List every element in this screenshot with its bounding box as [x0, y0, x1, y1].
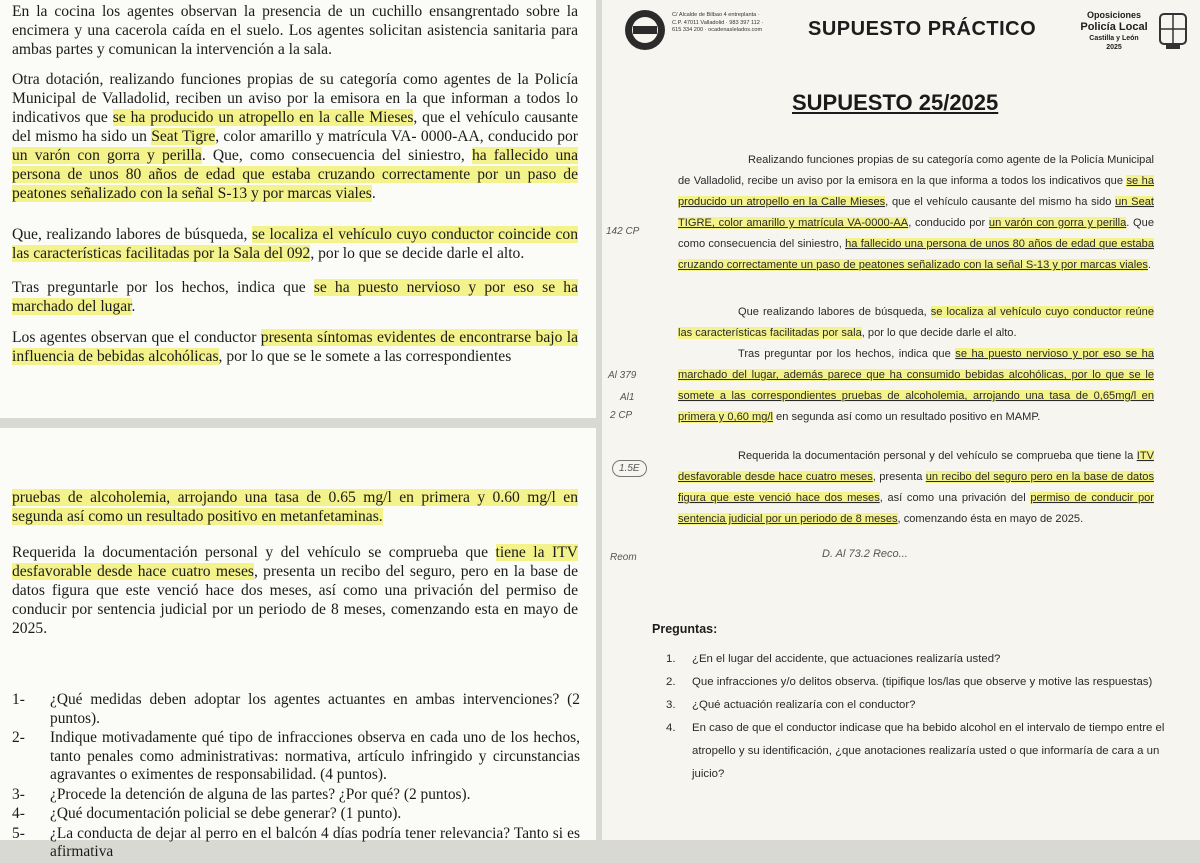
right-questions-list — [666, 648, 1166, 786]
right-page — [602, 0, 1200, 840]
question-text: ¿Qué documentación policial se debe generar? (1 punto). — [50, 805, 402, 822]
left-question-2 — [12, 729, 580, 785]
question-number: 4. — [666, 722, 676, 734]
coat-of-arms-icon — [1158, 12, 1188, 52]
logo-line: Policía Local — [1080, 21, 1148, 33]
question-text: Que infracciones y/o delitos observa. (tipifique los/las que observe y motive las respuestas) — [692, 676, 1153, 688]
right-question-4 — [666, 717, 1166, 786]
right-paragraph-preguntar: Tras preguntar por los hechos, indica que se ha puesto nervioso y por eso se ha marchado del lugar, además parece que ha consumido bebidas alcohólicas, por lo que se le somete a las correspondientes pruebas de alcoholemia, arrojando una tasa de 0,65mg/l en primera y 0,60 mg/l en segunda así como un resultado positivo en MAMP. — [678, 348, 1154, 423]
question-number: 2- — [12, 729, 25, 746]
right-question-1 — [666, 648, 1166, 671]
left-question-3 — [12, 786, 580, 805]
question-text: ¿Qué medidas deben adoptar los agentes actuantes en ambas intervenciones? (2 puntos). — [50, 691, 580, 727]
handwritten-note: Al 379 — [608, 370, 637, 381]
question-number: 1- — [12, 691, 25, 708]
question-text: ¿La conducta de dejar al perro en el balcón 4 días podría tener relevancia? Tanto si es afirmativa — [50, 824, 580, 860]
question-text: En caso de que el conductor indicase que ha bebido alcohol en el intervalo de tiempo entre el atropello y su identificación, ¿que anotaciones realizaría usted o que informaría de cara a un juicio? — [692, 722, 1165, 780]
left-question-1 — [12, 691, 580, 728]
question-number: 3- — [12, 785, 25, 803]
question-number: 1. — [666, 653, 676, 665]
questions-title: Preguntas: — [652, 622, 718, 636]
left-question-5 — [12, 825, 580, 862]
question-text: ¿Procede la detención de alguna de las partes? ¿Por qué? (2 puntos). — [50, 785, 471, 803]
logo-line: Castilla y León — [1089, 35, 1139, 42]
oposiciones-logo-text — [1072, 10, 1156, 52]
question-text: ¿En el lugar del accidente, que actuaciones realizaría usted? — [692, 653, 1001, 665]
handwritten-note: Reom — [610, 552, 637, 563]
left-question-4 — [12, 805, 580, 824]
right-question-2 — [666, 671, 1166, 694]
logo-line: 2025 — [1106, 44, 1122, 51]
left-questions-list — [12, 691, 580, 863]
question-number: 2. — [666, 676, 676, 688]
paragraph-kitchen: En la cocina los agentes observan la presencia de un cuchillo ensangrentado sobre la encimera y una cacerola caída en el suelo. Los agentes solicitan asistencia sanitaria para ambas partes y comunican la intervención a la sala. — [12, 3, 578, 58]
handwritten-note: Al1 — [620, 392, 635, 403]
handwritten-note: 142 CP — [606, 226, 640, 237]
academy-logo-icon — [622, 8, 668, 52]
paragraph-sintomas: Los agentes observan que el conductor presenta síntomas evidentes de encontrarse bajo la influencia de bebidas alcohólicas, por lo que se le somete a las correspondientes — [12, 329, 578, 365]
question-number: 3. — [666, 699, 676, 711]
left-bottom-page — [0, 428, 596, 860]
logo-line: Oposiciones — [1086, 10, 1141, 20]
question-text: ¿Qué actuación realizaría con el conductor? — [692, 699, 916, 711]
question-number: 5- — [12, 824, 25, 842]
oposiciones-logo — [1072, 10, 1190, 58]
header-title: SUPUESTO PRÁCTICO — [808, 18, 1037, 40]
right-paragraph-documentacion: Requerida la documentación personal y del vehículo se comprueba que tiene la ITV desfavorable desde hace cuatro meses, presenta un recibo del seguro pero en la base de datos figura que este venció hace dos meses, así como una privación del permiso de conducir por sentencia judicial por un periodo de 8 meses, comenzando ésta en mayo de 2025. — [678, 450, 1154, 525]
paragraph-busqueda: Que, realizando labores de búsqueda, se localiza el vehículo cuyo conductor coincide con las características facilitadas por la Sala del 092, por lo que se decide darle el alto. — [12, 226, 578, 262]
paragraph-preguntarle: Tras preguntarle por los hechos, indica que se ha puesto nervioso y por eso se ha marchado del lugar. — [12, 279, 578, 315]
handwritten-note-circled: 1.5E — [612, 460, 647, 477]
academy-contact: C/ Alcalde de Bilbao 4 entreplanta · C.P. 47011 Valladolid · 983 397 112 · 615 334 200 · ocadenaslelados.com — [672, 12, 764, 33]
handwritten-note: D. Al 73.2 Reco... — [822, 548, 908, 560]
academy-logo — [622, 8, 770, 52]
paragraph-alcoholemia: pruebas de alcoholemia, arrojando una tasa de 0.65 mg/l en primera y 0.60 mg/l en segunda así como un resultado positivo en metanfetaminas. — [12, 489, 578, 525]
left-top-page — [0, 0, 596, 418]
paragraph-documentacion: Requerida la documentación personal y del vehículo se comprueba que tiene la ITV desfavorable desde hace cuatro meses, presenta un recibo del seguro, pero en la base de datos figura que este venció hace dos meses, así como una privación del permiso de conducir por sentencia judicial por un periodo de 8 meses, comenzando esta en mayo de 2025. — [12, 544, 578, 637]
paragraph-aviso: Otra dotación, realizando funciones propias de su categoría como agentes de la Policía Municipal de Valladolid, reciben un aviso por la emisora en la que informan a todos lo indicativos que se ha producido un atropello en la calle Mieses, que el vehículo causante del mismo ha sido un Seat Tigre, color amarillo y matrícula VA- 0000-AA, conducido por un varón con gorra y perilla. Que, como consecuencia del siniestro, ha fallecido una persona de unos 80 años de edad que estaba cruzando correctamente por un paso de peatones señalizado con la señal S-13 y por marcas viales. — [12, 71, 579, 202]
handwritten-note: 2 CP — [610, 410, 633, 421]
right-paragraph-busqueda: Que realizando labores de búsqueda, se localiza al vehículo cuyo conductor reúne las características facilitadas por sala, por lo que decide darle el alto. — [678, 306, 1154, 339]
right-paragraph-aviso: Realizando funciones propias de su categoría como agente de la Policía Municipal de Valladolid, recibe un aviso por la emisora en la que informa a todos los indicativos que se ha producido un atropello en la Calle Mieses, que el vehículo causante del mismo ha sido un Seat TIGRE, color amarillo y matrícula VA-0000-AA, conducido por un varón con gorra y perilla. Que como consecuencia del siniestro, ha fallecido una persona de unos 80 años de edad que estaba cruzando correctamente un paso de peatones señalizado con la señal S-13 y por marcas viales. — [678, 154, 1155, 271]
main-title: SUPUESTO 25/2025 — [792, 90, 999, 115]
question-text: Indique motivadamente qué tipo de infracciones observa en cada uno de los hechos, tanto penales como administrativas: normativa, artículo infringido y circunstancias agravantes o eximentes de responsabilidad. (4 puntos). — [50, 729, 580, 783]
right-question-3 — [666, 694, 1166, 717]
question-number: 4- — [12, 805, 25, 822]
